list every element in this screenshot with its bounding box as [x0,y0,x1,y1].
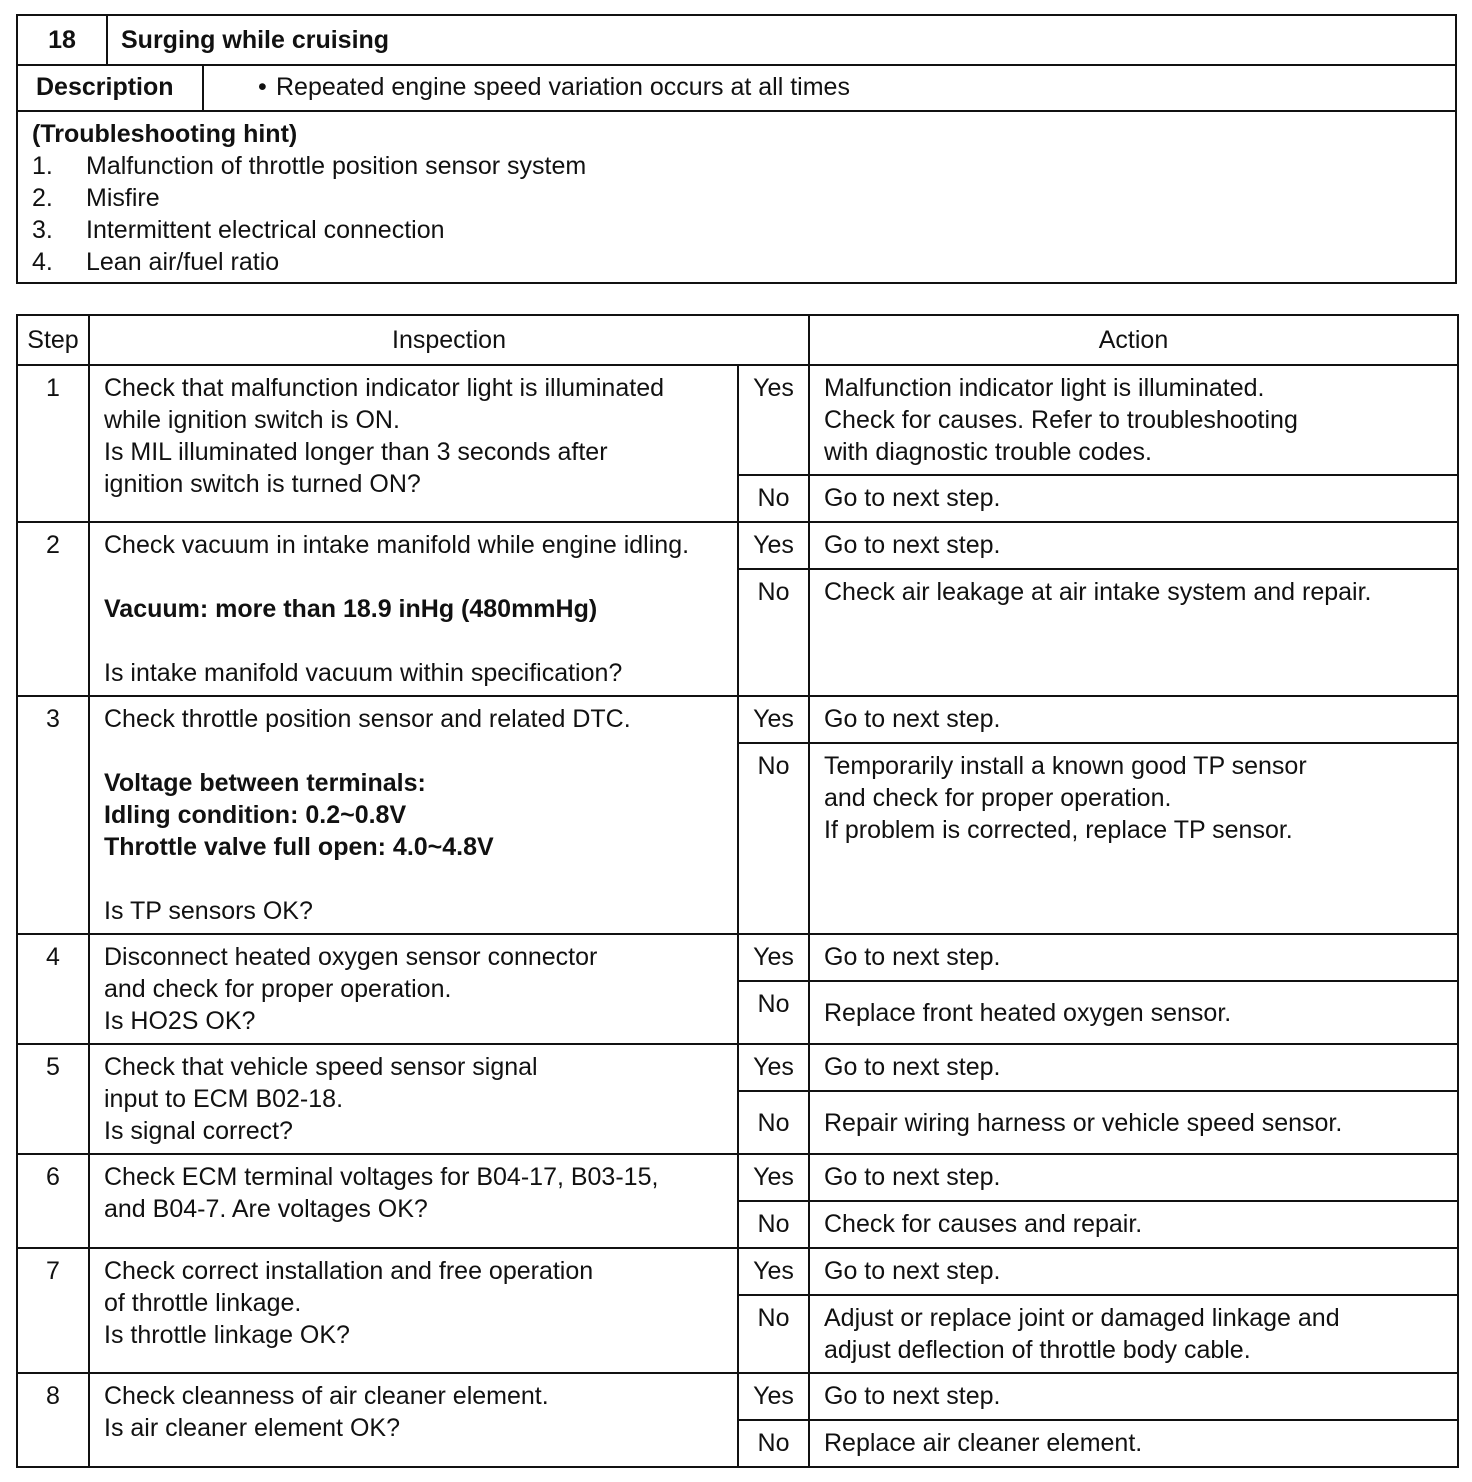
no-action [809,1295,1458,1373]
inspection-question: Is intake manifold vacuum within specification? [104,659,623,687]
hint-number: 3. [32,216,53,244]
inspection-cell [89,934,738,1044]
column-header-inspection: Inspection [89,315,809,365]
hint-item [32,150,586,182]
hint-text: Misfire [86,184,160,212]
inspection-line: Check ECM terminal voltages for B04-17, B03-15, [104,1163,659,1191]
no-label: No [738,1201,809,1248]
action-line: Go to next step. [824,1382,1001,1410]
no-action [809,743,1458,934]
bullet-icon: • [258,73,267,101]
yes-label: Yes [738,1044,809,1091]
inspection-line: Check that vehicle speed sensor signal [104,1053,538,1081]
hint-text: Malfunction of throttle position sensor system [86,152,587,180]
specification: Idling condition: 0.2~0.8V [104,801,407,829]
inspection-line: input to ECM B02-18. [104,1085,344,1113]
inspection-line: Check correct installation and free operation [104,1257,594,1285]
yes-action [809,1154,1458,1201]
action-line: Replace air cleaner element. [824,1429,1143,1457]
action-line: Malfunction indicator light is illuminated. [824,374,1265,402]
no-label: No [738,1420,809,1467]
action-line: Go to next step. [824,705,1001,733]
inspection-line: Check throttle position sensor and related DTC. [104,705,631,733]
step-number: 3 [17,696,89,934]
inspection-line: Is throttle linkage OK? [104,1321,350,1349]
yes-label: Yes [738,1248,809,1295]
no-action [809,1091,1458,1154]
hint-item [32,214,586,246]
inspection-line: while ignition switch is ON. [104,406,400,434]
hint-number: 1. [32,152,53,180]
action-line: Go to next step. [824,484,1001,512]
action-line: Temporarily install a known good TP sensor [824,752,1307,780]
inspection-line: Disconnect heated oxygen sensor connector [104,943,598,971]
hint-item [32,246,586,278]
inspection-table [16,314,1459,1468]
step-number: 4 [17,934,89,1044]
step-number: 7 [17,1248,89,1373]
table-header-row [17,315,1458,365]
step-number: 8 [17,1373,89,1467]
inspection-cell [89,1248,738,1373]
table-row [17,1154,1458,1201]
inspection-line: and check for proper operation. [104,975,452,1003]
no-label: No [738,475,809,522]
symptom-number: 18 [18,16,108,64]
action-line: Go to next step. [824,1163,1001,1191]
yes-action [809,696,1458,743]
action-line: Check for causes and repair. [824,1210,1143,1238]
spacer [104,735,723,767]
spacer [104,863,723,895]
yes-label: Yes [738,1154,809,1201]
action-line: Adjust or replace joint or damaged linkage and [824,1304,1340,1332]
table-row [17,522,1458,569]
yes-label: Yes [738,365,809,475]
action-line: Check for causes. Refer to troubleshooting [824,406,1298,434]
specification: Throttle valve full open: 4.0~4.8V [104,833,494,861]
step-number: 6 [17,1154,89,1248]
inspection-cell [89,365,738,522]
action-line: with diagnostic trouble codes. [824,438,1152,466]
action-line: Go to next step. [824,531,1001,559]
no-label: No [738,1091,809,1154]
inspection-cell [89,522,738,696]
column-header-action: Action [809,315,1458,365]
inspection-line: Check cleanness of air cleaner element. [104,1382,549,1410]
table-row [17,1044,1458,1091]
specification: Vacuum: more than 18.9 inHg (480mmHg) [104,595,598,623]
no-label: No [738,1295,809,1373]
table-row [17,934,1458,981]
inspection-line: ignition switch is turned ON? [104,470,421,498]
inspection-question: Is TP sensors OK? [104,897,313,925]
spacer [104,561,723,593]
symptom-title: Surging while cruising [121,26,390,54]
table-row [17,1373,1458,1420]
troubleshooting-hint [32,118,586,278]
no-action [809,981,1458,1044]
no-action [809,475,1458,522]
yes-action [809,934,1458,981]
no-label: No [738,743,809,934]
table-row [17,696,1458,743]
description-text: Repeated engine speed variation occurs at all times [276,73,850,101]
action-line: and check for proper operation. [824,784,1172,812]
inspection-cell [89,696,738,934]
hint-number: 2. [32,184,53,212]
inspection-cell [89,1044,738,1154]
inspection-line: Is HO2S OK? [104,1007,256,1035]
table-row [17,1248,1458,1295]
action-line: Check air leakage at air intake system and repair. [824,578,1372,607]
inspection-line: Is signal correct? [104,1117,293,1145]
inspection-line: and B04-7. Are voltages OK? [104,1195,428,1223]
no-label: No [738,569,809,696]
action-line: Go to next step. [824,1053,1001,1081]
inspection-line: Check vacuum in intake manifold while engine idling. [104,531,690,559]
inspection-line: Is air cleaner element OK? [104,1414,400,1442]
hint-text: Intermittent electrical connection [86,216,445,244]
no-action [809,569,1458,696]
action-line: adjust deflection of throttle body cable. [824,1336,1251,1364]
yes-label: Yes [738,934,809,981]
yes-action [809,1373,1458,1420]
spacer [104,625,723,657]
inspection-line: Check that malfunction indicator light is illuminated [104,374,664,402]
inspection-line: of throttle linkage. [104,1289,302,1317]
yes-action [809,1248,1458,1295]
step-number: 5 [17,1044,89,1154]
action-line: Replace front heated oxygen sensor. [824,998,1232,1027]
yes-action [809,522,1458,569]
action-line: Repair wiring harness or vehicle speed sensor. [824,1108,1343,1137]
no-action [809,1420,1458,1467]
step-number: 2 [17,522,89,696]
yes-label: Yes [738,1373,809,1420]
description-label: Description [18,64,204,110]
column-header-step: Step [17,315,89,365]
symptom-title-row [18,16,1455,66]
no-action [809,1201,1458,1248]
yes-label: Yes [738,696,809,743]
symptom-header [16,14,1457,284]
inspection-cell [89,1373,738,1467]
yes-action [809,365,1458,475]
yes-action [809,1044,1458,1091]
specification: Voltage between terminals: [104,769,426,797]
yes-label: Yes [738,522,809,569]
action-line: Go to next step. [824,943,1001,971]
hint-title: (Troubleshooting hint) [32,120,298,148]
action-line: If problem is corrected, replace TP sensor. [824,816,1293,844]
no-label: No [738,981,809,1044]
action-line: Go to next step. [824,1257,1001,1285]
inspection-cell [89,1154,738,1248]
step-number: 1 [17,365,89,522]
description-row [18,64,1455,112]
hint-text: Lean air/fuel ratio [86,248,280,276]
table-row [17,365,1458,475]
hint-item [32,182,586,214]
inspection-line: Is MIL illuminated longer than 3 seconds after [104,438,608,466]
hint-number: 4. [32,248,53,276]
